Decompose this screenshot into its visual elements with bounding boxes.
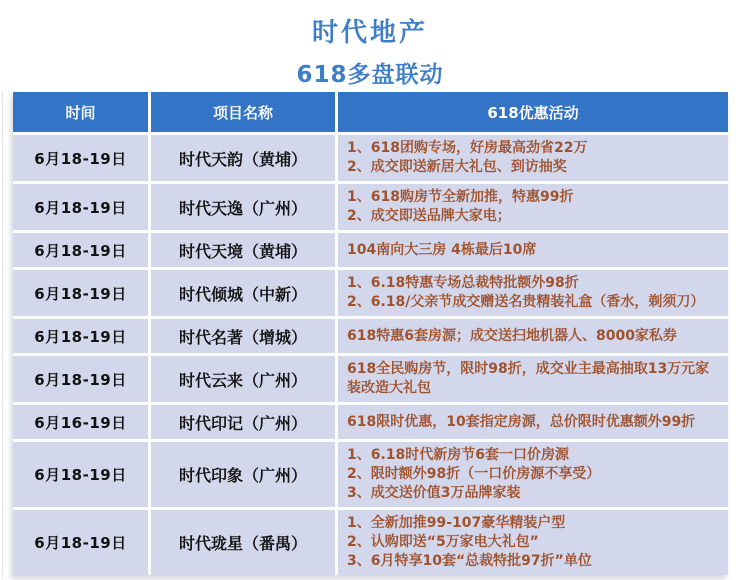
time-cell: 6月16-19日 bbox=[13, 405, 148, 439]
activity-line: 3、成交送价值3万品牌家装 bbox=[347, 485, 521, 501]
event-subtitle: 618多盘联动 bbox=[296, 62, 444, 88]
table-row bbox=[13, 405, 728, 439]
column-header-time: 时间 bbox=[13, 92, 148, 132]
activity-line: 2、6.18/父亲节成交赠送名贵精装礼盒（香水，剃须刀） bbox=[347, 294, 705, 310]
activity-line: 1、6.18特惠专场总裁特批额外98折 bbox=[347, 275, 579, 291]
activity-line: 2、限时额外98折（一口价房源不享受） bbox=[347, 466, 601, 482]
table-row bbox=[13, 270, 728, 316]
project-name-cell: 时代天境（黄埔） bbox=[151, 233, 335, 267]
table-row bbox=[13, 184, 728, 230]
table-row bbox=[13, 442, 728, 507]
table-header-row bbox=[13, 92, 728, 132]
table-row bbox=[13, 356, 728, 402]
activity-cell bbox=[338, 270, 728, 316]
project-name-cell: 时代倾城（中新） bbox=[151, 270, 335, 316]
table-row bbox=[13, 510, 728, 575]
activity-line: 3、6月特享10套“总裁特批97折”单位 bbox=[347, 553, 592, 569]
page-edge-line bbox=[2, 92, 3, 578]
activity-line: 1、618团购专场，好房最高劲省22万 bbox=[347, 140, 588, 156]
table-row bbox=[13, 233, 728, 267]
project-name-cell: 时代天韵（黄埔） bbox=[151, 135, 335, 181]
project-name-cell: 时代印象（广州） bbox=[151, 442, 335, 507]
time-cell: 6月18-19日 bbox=[13, 510, 148, 575]
table-row bbox=[13, 135, 728, 181]
activity-line: 1、6.18时代新房节6套一口价房源 bbox=[347, 447, 570, 463]
activity-cell bbox=[338, 356, 728, 402]
time-cell: 6月18-19日 bbox=[13, 319, 148, 353]
project-name-cell: 时代珑星（番禺） bbox=[151, 510, 335, 575]
project-name-cell: 时代名著（增城） bbox=[151, 319, 335, 353]
brand-title: 时代地产 bbox=[311, 18, 428, 48]
activity-cell bbox=[338, 233, 728, 267]
time-cell: 6月18-19日 bbox=[13, 184, 148, 230]
activity-cell bbox=[338, 405, 728, 439]
column-header-project: 项目名称 bbox=[151, 92, 335, 132]
column-header-activity: 618优惠活动 bbox=[338, 92, 728, 132]
activity-line: 618全民购房节，限时98折，成交业主最高抽取13万元家装改造大礼包 bbox=[347, 361, 710, 396]
promotions-table bbox=[13, 92, 728, 575]
activity-line: 104南向大三房 4栋最后10席 bbox=[347, 241, 537, 258]
activity-line: 2、成交即送新居大礼包、到访抽奖 bbox=[347, 159, 567, 175]
page-header bbox=[0, 0, 740, 89]
project-name-cell: 时代天逸（广州） bbox=[151, 184, 335, 230]
activity-cell bbox=[338, 184, 728, 230]
activity-line: 2、认购即送“5万家电大礼包” bbox=[347, 534, 539, 550]
time-cell: 6月18-19日 bbox=[13, 233, 148, 267]
activity-cell bbox=[338, 319, 728, 353]
project-name-cell: 时代云来（广州） bbox=[151, 356, 335, 402]
activity-line: 618限时优惠，10套指定房源，总价限时优惠额外99折 bbox=[347, 413, 696, 430]
activity-line: 2、成交即送品牌大家电； bbox=[347, 208, 511, 224]
activity-cell bbox=[338, 135, 728, 181]
time-cell: 6月18-19日 bbox=[13, 135, 148, 181]
table-row bbox=[13, 319, 728, 353]
time-cell: 6月18-19日 bbox=[13, 442, 148, 507]
activity-cell bbox=[338, 510, 728, 575]
activity-cell bbox=[338, 442, 728, 507]
project-name-cell: 时代印记（广州） bbox=[151, 405, 335, 439]
activity-line: 1、全新加推99-107豪华精装户型 bbox=[347, 515, 566, 531]
time-cell: 6月18-19日 bbox=[13, 270, 148, 316]
activity-line: 618特惠6套房源；成交送扫地机器人、8000家私券 bbox=[347, 327, 677, 344]
time-cell: 6月18-19日 bbox=[13, 356, 148, 402]
activity-line: 1、618购房节全新加推，特惠99折 bbox=[347, 189, 574, 205]
